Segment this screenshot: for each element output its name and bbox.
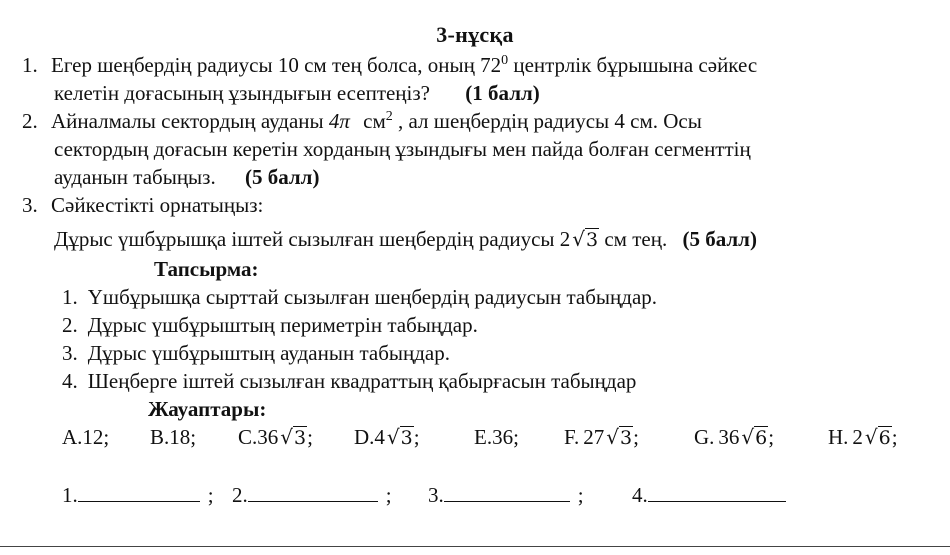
- blank-4[interactable]: 4.: [632, 483, 786, 508]
- task1-points: (1 балл): [465, 81, 540, 105]
- task2-points: (5 балл): [244, 165, 320, 189]
- blank-1[interactable]: 1. ;: [62, 483, 214, 507]
- answer-c: C.36 √3;: [238, 425, 313, 449]
- task3-number: 3.: [22, 193, 38, 217]
- task3-line1: [22, 192, 263, 218]
- variant-title: 3-нұсқа: [436, 22, 514, 47]
- task3-item-1: 1. Үшбұрышқа сырттай сызылған шеңбердің радиусын табыңдар.: [62, 285, 658, 309]
- task3-subtitle: Тапсырма:: [154, 257, 259, 281]
- task3-condition: [54, 226, 757, 253]
- task3-heading: Сәйкестікті орнатыңыз:: [51, 193, 264, 217]
- blank-2[interactable]: 2. ;: [232, 483, 392, 507]
- task3-item-3: 3. Дұрыс үшбұрыштың ауданын табыңдар.: [62, 341, 450, 365]
- task3-item-2: 2. Дұрыс үшбұрыштың периметрін табыңдар.: [62, 313, 478, 337]
- task2-area: 4π: [328, 109, 350, 133]
- task1-number: 1.: [22, 53, 38, 77]
- task3-condition-a: Дұрыс үшбұрышқа іштей сызылған шеңбердің радиусы: [54, 227, 560, 251]
- task1-text-b: центрлік бұрышына сәйкес: [508, 53, 758, 77]
- task3-item-4: 4. Шеңберге іштей сызылған квадраттың қабырғасын табыңдар: [62, 369, 637, 393]
- task1-line1: [22, 52, 757, 78]
- answer-a: A.12;: [62, 425, 110, 449]
- answer-g: G. 36 √6;: [694, 425, 775, 449]
- task2-line3: [54, 164, 319, 190]
- task1-line2: [54, 80, 540, 106]
- task2-unit: $см^2$: [363, 109, 393, 133]
- answer-h: H. 2 √6;: [828, 425, 898, 449]
- task2-text-b: , ал шеңбердің радиусы 4 см. Осы: [392, 109, 702, 133]
- answer-options: [62, 425, 942, 453]
- task2-line2: сектордың доғасын керетін хорданың ұзындығы мен пайда болған сегменттің: [54, 137, 751, 161]
- task1-text-c: келетін доғасының ұзындығын есептеңіз?: [54, 81, 431, 105]
- task1-degree: $72^0$: [480, 53, 509, 77]
- blank-3[interactable]: 3. ;: [428, 483, 584, 507]
- task2-line1: [22, 108, 702, 134]
- task3-condition-b: см тең.: [599, 227, 668, 251]
- answer-f: F. 27 √3;: [564, 425, 639, 449]
- task1-text-a: Егер шеңбердің радиусы 10 см тең болса, оның: [51, 53, 481, 77]
- task3-radius-value: 2 √3: [559, 227, 599, 251]
- task2-number: 2.: [22, 109, 38, 133]
- answer-e: E.36;: [474, 425, 519, 449]
- task2-text-c: ауданын табыңыз.: [54, 165, 216, 189]
- answers-title: Жауаптары:: [148, 397, 267, 421]
- task3-points: (5 балл): [682, 227, 757, 251]
- task2-text-a: Айналмалы сектордың ауданы: [51, 109, 329, 133]
- answer-d: D.4 √3;: [354, 425, 420, 449]
- bottom-divider: [0, 546, 950, 547]
- answer-b: B.18;: [150, 425, 197, 449]
